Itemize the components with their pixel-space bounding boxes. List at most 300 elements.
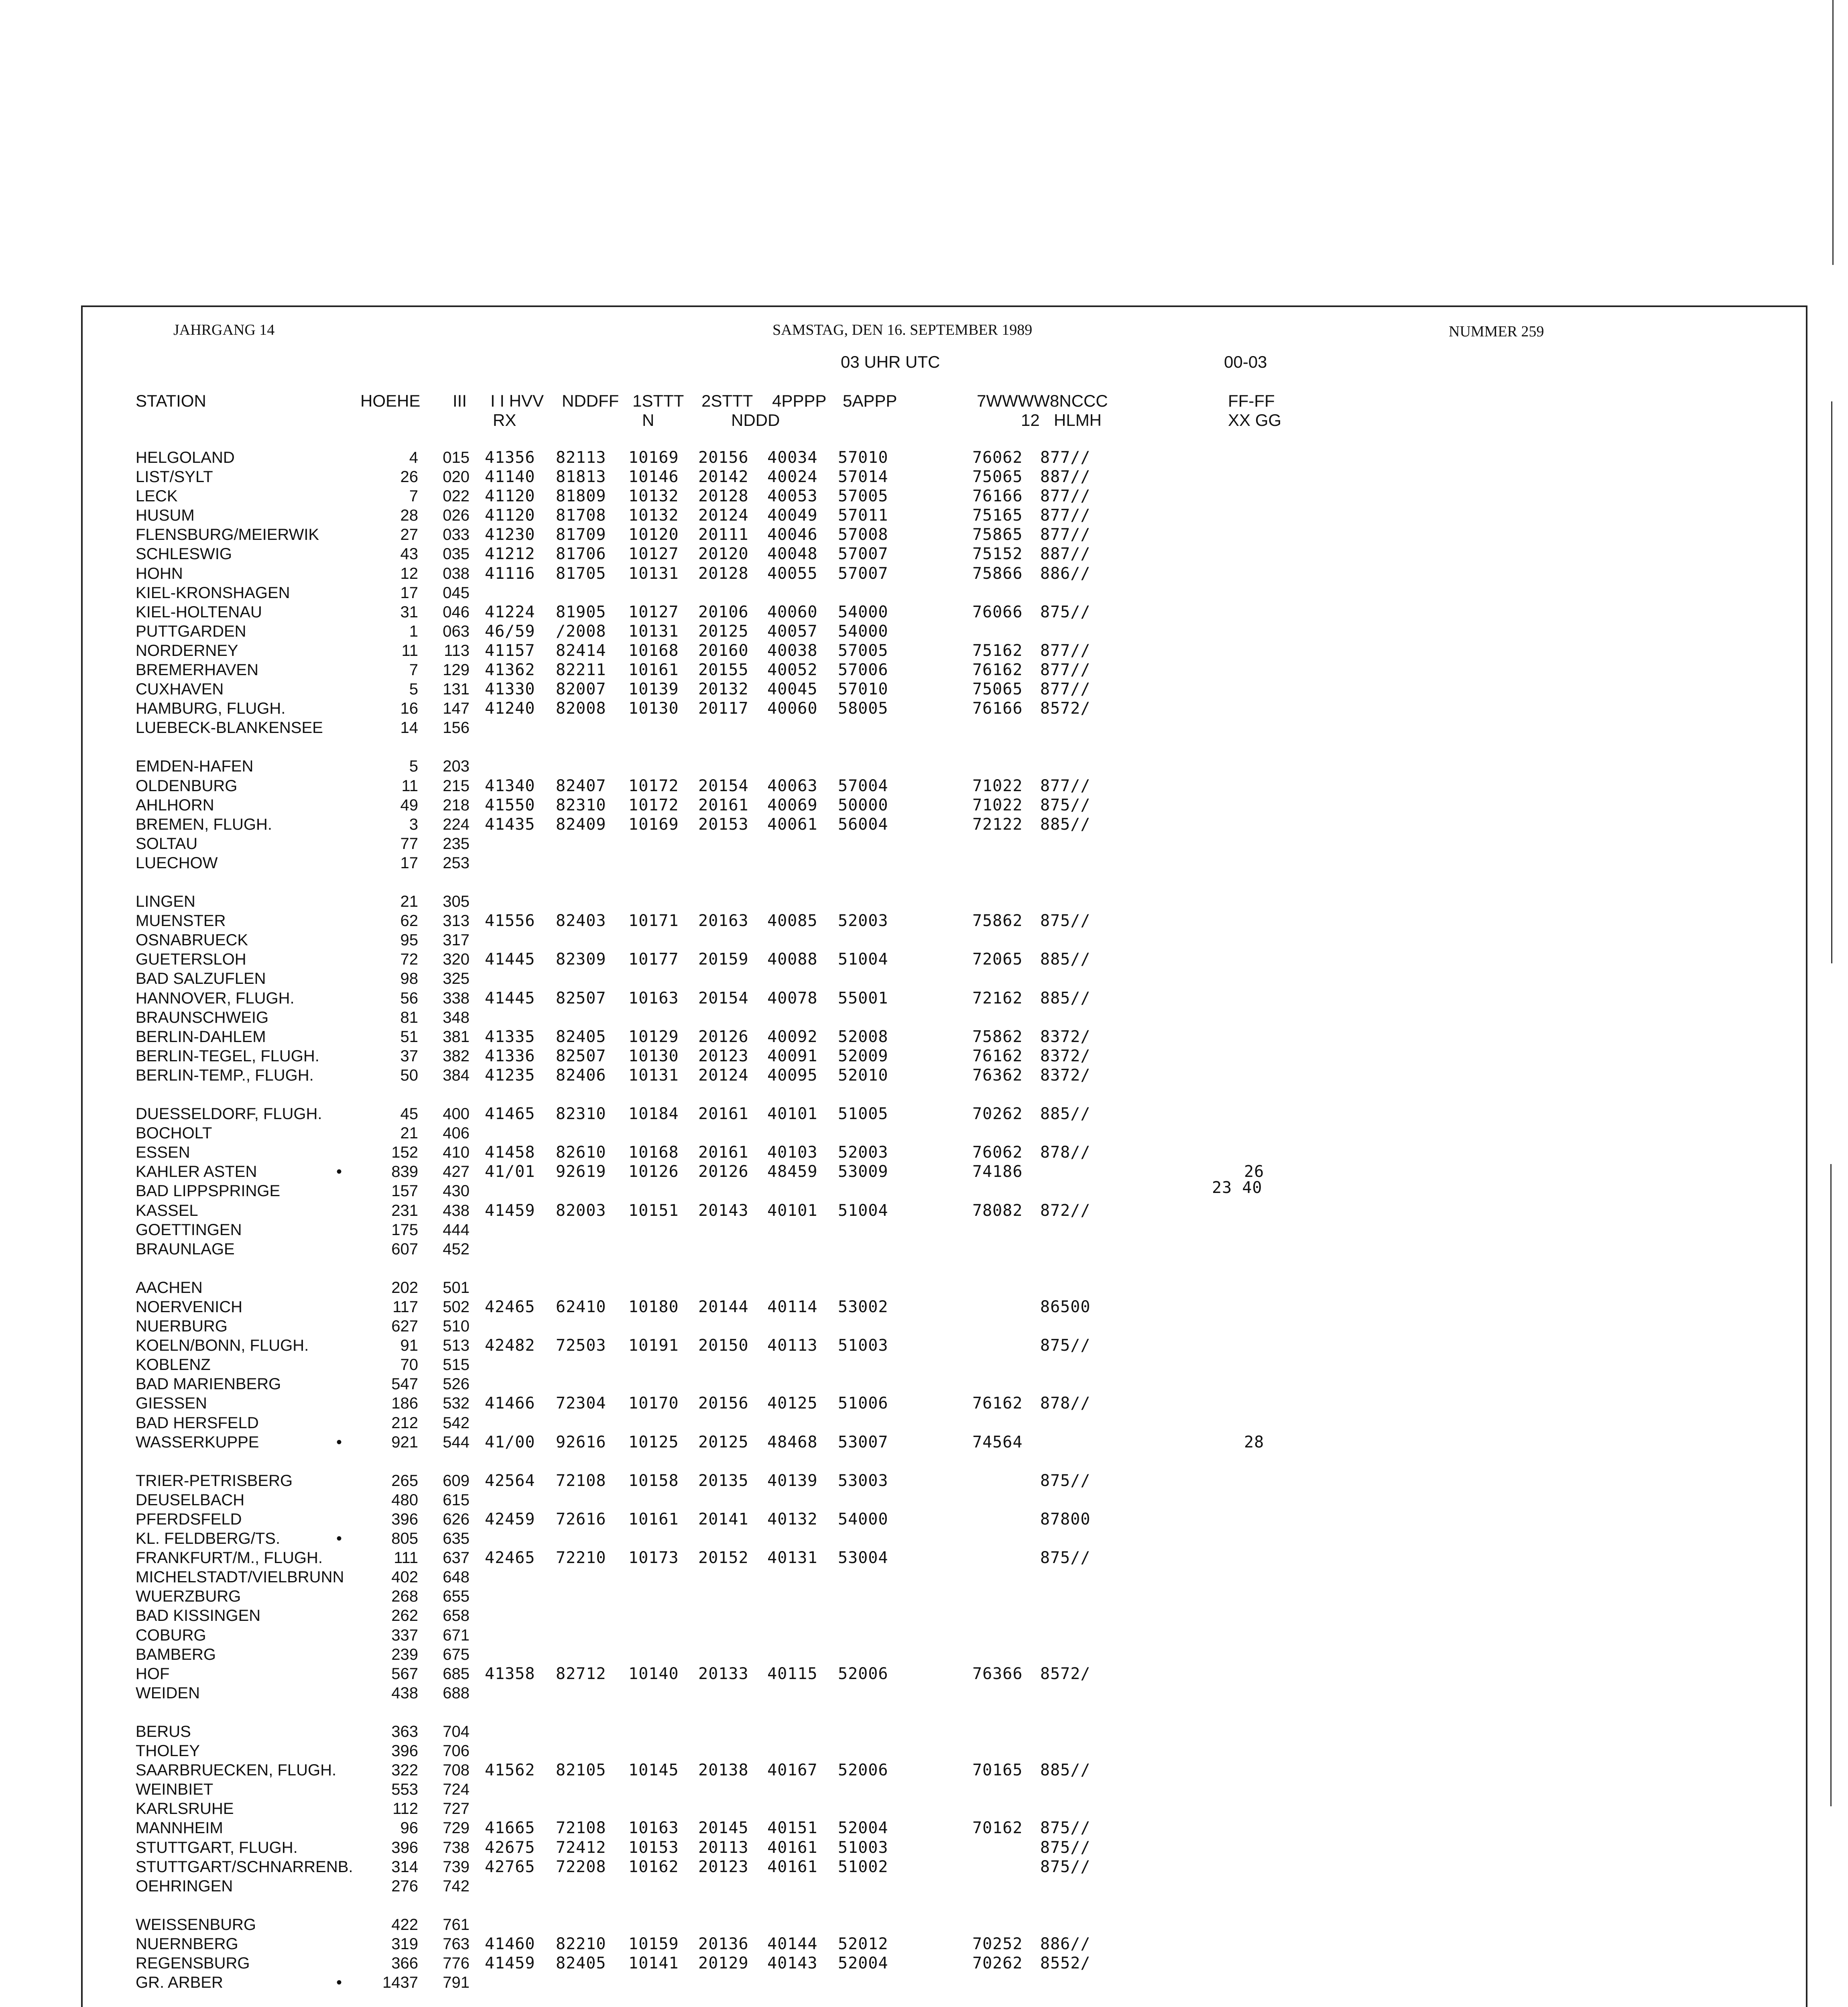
synop-group-g5: 40088	[767, 950, 818, 969]
station-name: WUERZBURG	[136, 1588, 241, 1605]
synop-group-g2: 82407	[556, 777, 606, 795]
synop-group-g8: 885//	[1040, 950, 1091, 969]
station-name: BRAUNLAGE	[136, 1240, 235, 1258]
station-id: 791	[443, 1974, 470, 1991]
synop-group-g6: 57007	[838, 564, 888, 583]
synop-group-g4: 20150	[698, 1336, 749, 1355]
synop-group-g5: 40113	[767, 1336, 818, 1355]
synop-group-g7: 76062	[972, 1143, 1023, 1162]
synop-group-g5: 40052	[767, 661, 818, 679]
station-height: 72	[400, 951, 418, 968]
synop-group-g6: 54000	[838, 1510, 888, 1529]
synop-group-g1: 41562	[485, 1761, 535, 1779]
synop-group-g2: 92616	[556, 1433, 606, 1451]
col-xxgg: XX GG	[1228, 411, 1282, 429]
synop-group-g5: 40045	[767, 680, 818, 698]
station-name: TRIER-PETRISBERG	[136, 1472, 293, 1490]
station-name: HUSUM	[136, 507, 195, 524]
synop-group-g3: 10162	[628, 1858, 679, 1876]
synop-group-g5: 40161	[767, 1838, 818, 1857]
synop-group-g3: 10120	[628, 525, 679, 544]
synop-group-g8: 8372/	[1040, 1028, 1091, 1046]
col-4pppp: 4PPPP	[772, 391, 827, 410]
station-name: FLENSBURG/MEIERWIK	[136, 526, 319, 543]
synop-group-g1: 42459	[485, 1510, 535, 1529]
synop-group-g4: 20156	[698, 448, 749, 467]
synop-group-g3: 10126	[628, 1162, 679, 1181]
synop-group-g6: 51003	[838, 1838, 888, 1857]
station-id: 218	[443, 796, 470, 814]
synop-group-g7: 74564	[972, 1433, 1023, 1451]
synop-group-g5: 40060	[767, 603, 818, 621]
station-height: 276	[391, 1877, 418, 1895]
synop-group-g4: 20126	[698, 1028, 749, 1046]
synop-group-g8: 8572/	[1040, 699, 1091, 718]
synop-group-g5: 40061	[767, 815, 818, 834]
col-5appp: 5APPP	[843, 391, 897, 410]
synop-group-g7: 76366	[972, 1665, 1023, 1683]
gust-group-extra: 23 40	[1212, 1179, 1262, 1197]
station-name: THOLEY	[136, 1742, 200, 1760]
synop-group-g5: 40053	[767, 487, 818, 505]
station-height: 111	[394, 1549, 418, 1567]
station-id: 430	[443, 1182, 470, 1200]
station-name: GIESSEN	[136, 1394, 207, 1412]
synop-group-g3: 10158	[628, 1472, 679, 1490]
station-height: 16	[400, 700, 418, 717]
col-nddd: NDDD	[731, 411, 780, 429]
synop-group-g4: 20145	[698, 1819, 749, 1837]
synop-group-g6: 51005	[838, 1105, 888, 1123]
station-id: 671	[443, 1626, 470, 1644]
synop-group-g5: 40034	[767, 448, 818, 467]
col-hoehe: HOEHE	[360, 391, 421, 410]
synop-group-g4: 20163	[698, 912, 749, 930]
station-height: 96	[400, 1819, 418, 1837]
synop-group-g7: 75152	[972, 545, 1023, 563]
synop-group-g5: 40078	[767, 989, 818, 1008]
station-name: BAMBERG	[136, 1646, 216, 1663]
station-height: 5	[409, 757, 418, 775]
date-label: SAMSTAG, DEN 16. SEPTEMBER 1989	[773, 322, 1033, 338]
station-height: 366	[391, 1954, 418, 1972]
col-iihvv: I I HVV	[490, 391, 544, 410]
synop-group-g5: 40139	[767, 1472, 818, 1490]
station-height: 921	[391, 1433, 418, 1451]
station-name: KL. FELDBERG/TS.	[136, 1530, 281, 1547]
synop-group-g8: 875//	[1040, 1858, 1091, 1876]
synop-group-g7: 75862	[972, 1028, 1023, 1046]
station-name: AHLHORN	[136, 796, 214, 814]
station-name: AACHEN	[136, 1279, 203, 1297]
synop-group-g1: 41435	[485, 815, 535, 834]
station-name: BAD MARIENBERG	[136, 1375, 281, 1393]
synop-group-g1: 41459	[485, 1954, 535, 1972]
synop-group-g5: 40101	[767, 1201, 818, 1220]
synop-group-g3: 10171	[628, 912, 679, 930]
synop-group-g1: 41/01	[485, 1162, 535, 1181]
station-id: 382	[443, 1047, 470, 1065]
station-height: 117	[392, 1298, 418, 1316]
synop-group-g7: 75866	[972, 564, 1023, 583]
synop-group-g2: 82210	[556, 1935, 606, 1953]
synop-group-g7: 72162	[972, 989, 1023, 1008]
synop-group-g4: 20117	[698, 699, 749, 718]
synop-group-g4: 20142	[698, 468, 749, 486]
synop-group-g7: 75065	[972, 680, 1023, 698]
synop-group-g6: 58005	[838, 699, 888, 718]
synop-group-g1: 41445	[485, 989, 535, 1008]
synop-group-g4: 20126	[698, 1162, 749, 1181]
page-edge-line	[1831, 401, 1832, 963]
station-name: NOERVENICH	[136, 1298, 242, 1316]
station-name: LUEBECK-BLANKENSEE	[136, 719, 323, 737]
synop-group-g7: 76166	[972, 487, 1023, 505]
synop-group-g7: 76166	[972, 699, 1023, 718]
synop-group-g6: 57005	[838, 641, 888, 660]
time-label: 03 UHR UTC	[841, 352, 940, 371]
station-name: BAD SALZUFLEN	[136, 970, 266, 987]
synop-group-g5: 40103	[767, 1143, 818, 1162]
station-height: 805	[391, 1530, 418, 1547]
synop-group-g3: 10168	[628, 641, 679, 660]
station-id: 452	[443, 1240, 470, 1258]
station-height: 49	[400, 796, 418, 814]
station-id: 320	[443, 951, 470, 968]
synop-group-g2: 82712	[556, 1665, 606, 1683]
station-id: 626	[443, 1510, 470, 1528]
station-height: 396	[391, 1839, 418, 1856]
station-id: 615	[443, 1491, 470, 1509]
synop-group-g1: 41/00	[485, 1433, 535, 1451]
station-name: MICHELSTADT/VIELBRUNN	[136, 1568, 344, 1586]
station-height: 319	[391, 1935, 418, 1953]
synop-group-g1: 41458	[485, 1143, 535, 1162]
synop-group-g1: 41556	[485, 912, 535, 930]
station-name: STUTTGART/SCHNARRENB.	[136, 1858, 353, 1876]
synop-group-g1: 41224	[485, 603, 535, 621]
synop-group-g4: 20133	[698, 1665, 749, 1683]
synop-group-g3: 10125	[628, 1433, 679, 1451]
synop-group-g3: 10173	[628, 1549, 679, 1567]
synop-group-g2: 81705	[556, 564, 606, 583]
synop-group-g4: 20129	[698, 1954, 749, 1972]
synop-group-g8: 8572/	[1040, 1665, 1091, 1683]
synop-group-g3: 10130	[628, 699, 679, 718]
station-name: HELGOLAND	[136, 449, 235, 466]
synop-group-g2: 82310	[556, 1105, 606, 1123]
station-height: 262	[391, 1607, 418, 1624]
station-id: 724	[443, 1781, 470, 1798]
synop-group-g4: 20153	[698, 815, 749, 834]
station-height: 27	[400, 526, 418, 543]
synop-group-g1: 41340	[485, 777, 535, 795]
page-edge-line	[1832, 0, 1834, 265]
synop-group-g2: 82414	[556, 641, 606, 660]
station-id: 544	[443, 1433, 470, 1451]
station-name: WEINBIET	[136, 1781, 213, 1798]
station-height: 5	[409, 680, 418, 698]
synop-group-g2: 81709	[556, 525, 606, 544]
station-id: 444	[443, 1221, 470, 1239]
station-id: 129	[443, 661, 470, 679]
synop-group-g4: 20136	[698, 1935, 749, 1953]
synop-group-g4: 20113	[698, 1838, 749, 1857]
synop-group-g8: 878//	[1040, 1394, 1091, 1413]
station-id: 313	[443, 912, 470, 930]
station-name: NUERNBERG	[136, 1935, 238, 1953]
station-height: 43	[400, 545, 418, 563]
synop-group-g4: 20128	[698, 487, 749, 505]
synop-group-g1: 41140	[485, 468, 535, 486]
synop-group-g7: 70162	[972, 1819, 1023, 1837]
col-n: N	[642, 411, 655, 429]
synop-group-g1: 46/59	[485, 622, 535, 641]
station-id: 510	[443, 1317, 470, 1335]
synop-group-g8: 886//	[1040, 1935, 1091, 1953]
station-id: 022	[443, 487, 470, 505]
synop-group-g5: 40091	[767, 1047, 818, 1065]
station-name: WASSERKUPPE	[136, 1433, 259, 1451]
station-id: 708	[443, 1761, 470, 1779]
station-name: WEIDEN	[136, 1684, 200, 1702]
synop-group-g4: 20106	[698, 603, 749, 621]
synop-group-g6: 52004	[838, 1954, 888, 1972]
synop-group-g3: 10191	[628, 1336, 679, 1355]
synop-group-g6: 52008	[838, 1028, 888, 1046]
synop-group-g5: 40125	[767, 1394, 818, 1413]
station-name: SCHLESWIG	[136, 545, 232, 563]
station-name: BREMEN, FLUGH.	[136, 816, 272, 833]
synop-group-g7: 74186	[972, 1162, 1023, 1181]
station-id: 637	[443, 1549, 470, 1567]
station-id: 400	[443, 1105, 470, 1123]
synop-group-g4: 20111	[698, 525, 749, 544]
station-id: 020	[443, 468, 470, 486]
station-name: PUTTGARDEN	[136, 623, 246, 640]
synop-group-g2: 81905	[556, 603, 606, 621]
synop-group-g8: 878//	[1040, 1143, 1091, 1162]
station-height: 157	[391, 1182, 418, 1200]
synop-group-g4: 20141	[698, 1510, 749, 1529]
station-height: 231	[391, 1202, 418, 1219]
synop-group-g7: 75162	[972, 641, 1023, 660]
station-height: 402	[391, 1568, 418, 1586]
synop-group-g4: 20143	[698, 1201, 749, 1220]
synop-group-g1: 41358	[485, 1665, 535, 1683]
station-name: HOF	[136, 1665, 170, 1683]
station-id: 038	[443, 565, 470, 582]
synop-group-g5: 40060	[767, 699, 818, 718]
col-ffff: FF-FF	[1228, 391, 1275, 410]
station-name: HOHN	[136, 565, 183, 582]
station-height: 26	[400, 468, 418, 486]
mountain-station-marker: •	[336, 1530, 342, 1547]
station-id: 438	[443, 1202, 470, 1219]
synop-group-g6: 52012	[838, 1935, 888, 1953]
station-height: 45	[400, 1105, 418, 1123]
station-id: 305	[443, 893, 470, 910]
station-height: 186	[391, 1394, 418, 1412]
synop-group-g4: 20138	[698, 1761, 749, 1779]
synop-group-g6: 53009	[838, 1162, 888, 1181]
synop-group-g7: 71022	[972, 796, 1023, 814]
station-id: 526	[443, 1375, 470, 1393]
synop-group-g6: 55001	[838, 989, 888, 1008]
station-height: 1	[409, 623, 418, 640]
synop-group-g7: 76162	[972, 1394, 1023, 1413]
station-name: LUECHOW	[136, 854, 218, 872]
synop-group-g2: 82310	[556, 796, 606, 814]
synop-group-g2: 82405	[556, 1028, 606, 1046]
synop-group-g3: 10172	[628, 796, 679, 814]
synop-group-g7: 71022	[972, 777, 1023, 795]
synop-group-g4: 20124	[698, 506, 749, 525]
synop-group-g3: 10146	[628, 468, 679, 486]
synop-group-g1: 41240	[485, 699, 535, 718]
station-height: 265	[391, 1472, 418, 1490]
synop-group-g2: 82406	[556, 1066, 606, 1085]
synop-group-g2: 72210	[556, 1549, 606, 1567]
station-height: 77	[400, 835, 418, 853]
synop-group-g7: 78082	[972, 1201, 1023, 1220]
synop-group-g1: 42675	[485, 1838, 535, 1857]
station-id: 035	[443, 545, 470, 563]
synop-group-g7: 76066	[972, 603, 1023, 621]
station-name: DEUSELBACH	[136, 1491, 245, 1509]
synop-group-g2: 62410	[556, 1298, 606, 1316]
station-height: 547	[391, 1375, 418, 1393]
synop-group-g7: 75065	[972, 468, 1023, 486]
synop-group-g5: 40085	[767, 912, 818, 930]
synop-group-g4: 20125	[698, 622, 749, 641]
col-iii: III	[453, 391, 467, 410]
synop-group-g1: 41335	[485, 1028, 535, 1046]
synop-group-g1: 41212	[485, 545, 535, 563]
synop-group-g6: 52006	[838, 1761, 888, 1779]
col-2sttt: 2STTT	[701, 391, 753, 410]
synop-group-g4: 20123	[698, 1858, 749, 1876]
station-name: SAARBRUECKEN, FLUGH.	[136, 1761, 337, 1779]
synop-group-g3: 10184	[628, 1105, 679, 1123]
synop-group-g1: 41550	[485, 796, 535, 814]
synop-group-g8: 86500	[1040, 1298, 1091, 1316]
synop-group-g7: 70262	[972, 1105, 1023, 1123]
synop-group-g3: 10132	[628, 487, 679, 505]
synop-group-g1: 42564	[485, 1472, 535, 1490]
synop-group-g5: 40092	[767, 1028, 818, 1046]
station-name: LECK	[136, 487, 178, 505]
station-id: 761	[443, 1916, 470, 1934]
synop-group-g2: 81708	[556, 506, 606, 525]
synop-group-g6: 52010	[838, 1066, 888, 1085]
synop-group-g2: 82507	[556, 989, 606, 1008]
synop-group-g6: 52004	[838, 1819, 888, 1837]
synop-group-g5: 40114	[767, 1298, 818, 1316]
synop-group-g5: 48468	[767, 1433, 818, 1451]
synop-group-g5: 40144	[767, 1935, 818, 1953]
gust-group: 28	[1244, 1433, 1265, 1451]
synop-group-g2: 82409	[556, 815, 606, 834]
station-name: REGENSBURG	[136, 1954, 250, 1972]
synop-group-g5: 40055	[767, 564, 818, 583]
synop-group-g2: 72108	[556, 1472, 606, 1490]
synop-group-g8: 885//	[1040, 989, 1091, 1008]
synop-group-g5: 40063	[767, 777, 818, 795]
station-id: 131	[443, 680, 470, 698]
synop-group-g7: 72122	[972, 815, 1023, 834]
synop-group-g6: 53004	[838, 1549, 888, 1567]
synop-group-g6: 54000	[838, 603, 888, 621]
station-id: 046	[443, 603, 470, 621]
synop-group-g8: 877//	[1040, 661, 1091, 679]
synop-group-g3: 10180	[628, 1298, 679, 1316]
station-id: 513	[443, 1337, 470, 1354]
station-height: 322	[391, 1761, 418, 1779]
synop-group-g2: 82113	[556, 448, 606, 467]
station-height: 70	[400, 1356, 418, 1374]
synop-group-g8: 877//	[1040, 487, 1091, 505]
synop-group-g8: 887//	[1040, 545, 1091, 563]
synop-group-g5: 40048	[767, 545, 818, 563]
station-height: 314	[391, 1858, 418, 1876]
col-hlmh: HLMH	[1054, 411, 1102, 429]
synop-group-g5: 40115	[767, 1665, 818, 1683]
synop-group-g3: 10169	[628, 448, 679, 467]
synop-group-g2: 82610	[556, 1143, 606, 1162]
station-height: 28	[400, 507, 418, 524]
synop-group-g4: 20159	[698, 950, 749, 969]
synop-group-g2: 82403	[556, 912, 606, 930]
station-height: 268	[391, 1588, 418, 1605]
synop-group-g8: 877//	[1040, 448, 1091, 467]
station-id: 015	[443, 449, 470, 466]
synop-group-g6: 51004	[838, 1201, 888, 1220]
station-name: NUERBURG	[136, 1317, 228, 1335]
synop-group-g2: 81813	[556, 468, 606, 486]
station-name: KOELN/BONN, FLUGH.	[136, 1337, 309, 1354]
synop-group-g8: 877//	[1040, 680, 1091, 698]
station-id: 253	[443, 854, 470, 872]
station-name: KAHLER ASTEN	[136, 1163, 257, 1181]
synop-group-g6: 53007	[838, 1433, 888, 1451]
synop-group-g4: 20132	[698, 680, 749, 698]
synop-group-g6: 57010	[838, 448, 888, 467]
station-height: 112	[392, 1800, 418, 1818]
synop-group-g4: 20161	[698, 796, 749, 814]
synop-group-g5: 40132	[767, 1510, 818, 1529]
synop-group-g3: 10132	[628, 506, 679, 525]
synop-group-g1: 42482	[485, 1336, 535, 1355]
synop-group-g2: 82507	[556, 1047, 606, 1065]
synop-group-g6: 51003	[838, 1336, 888, 1355]
synop-group-g3: 10131	[628, 564, 679, 583]
synop-group-g1: 41230	[485, 525, 535, 544]
station-name: BERUS	[136, 1723, 191, 1740]
synop-group-g7: 76162	[972, 661, 1023, 679]
station-name: ESSEN	[136, 1144, 190, 1161]
synop-group-g2: 82003	[556, 1201, 606, 1220]
station-name: STUTTGART, FLUGH.	[136, 1839, 298, 1856]
station-id: 235	[443, 835, 470, 853]
synop-group-g1: 41466	[485, 1394, 535, 1413]
station-height: 17	[400, 854, 418, 872]
synop-group-g2: 82008	[556, 699, 606, 718]
synop-group-g5: 40151	[767, 1819, 818, 1837]
synop-group-g3: 10163	[628, 1819, 679, 1837]
synop-group-g6: 57006	[838, 661, 888, 679]
synop-group-g6: 52003	[838, 1143, 888, 1162]
